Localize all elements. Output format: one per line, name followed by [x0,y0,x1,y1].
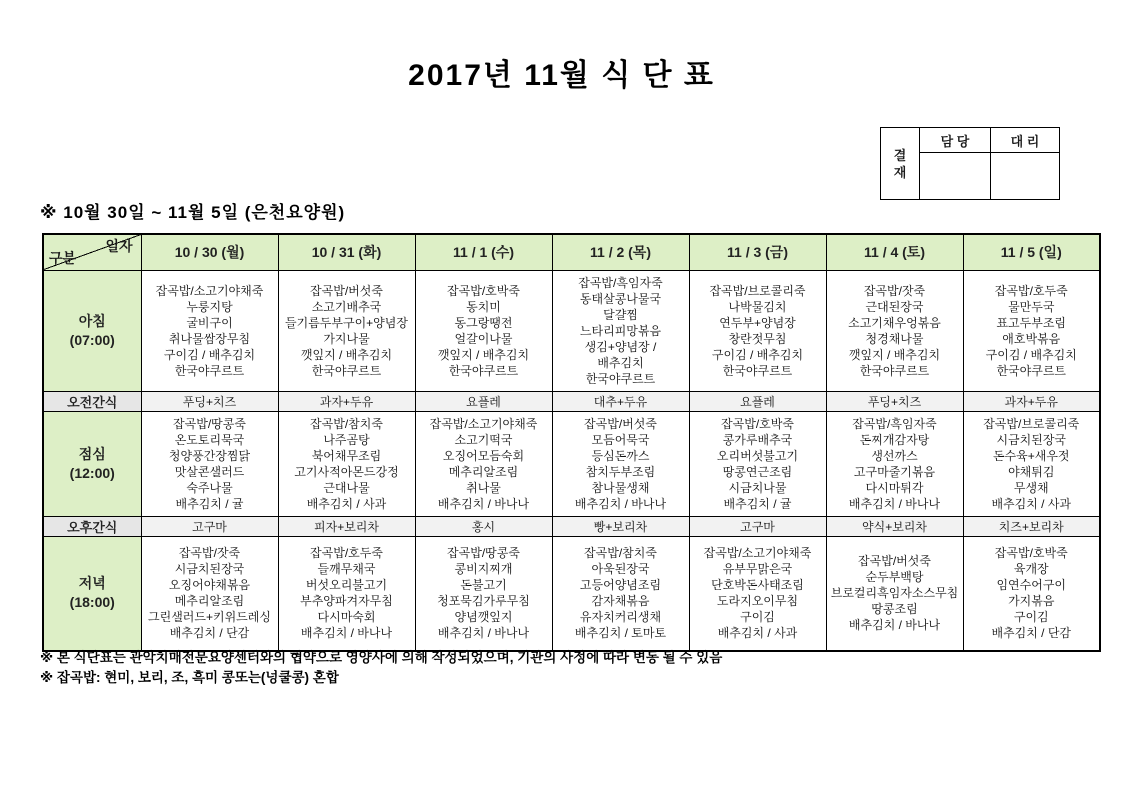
menu-cell [826,270,963,391]
menu-item: 순두부백탕 [865,570,924,585]
menu-item: 동치미 [466,299,501,314]
menu-item: 잡곡밥/버섯죽 [584,416,657,431]
meal-label-text: 아침 [78,312,106,329]
menu-cell [552,411,689,516]
menu-item: 한국야쿠르트 [585,371,656,386]
menu-cell [689,270,826,391]
menu-item: 구이김 / 배추김치 [985,347,1077,362]
snack-cell: 과자+두유 [278,391,415,411]
menu-item: 잡곡밥/흑임자죽 [852,416,937,431]
menu-item: 콩비지찌개 [454,562,513,577]
menu-item: 배추김치 / 바나나 [574,496,667,511]
menu-item: 소고기배추국 [311,299,382,314]
menu-item: 시금치된장국 [996,432,1067,447]
menu-item: 소고기채우엉볶음 [848,315,941,330]
snack-cell: 대추+두유 [552,391,689,411]
day-header-6: 11 / 5 (일) [963,234,1100,270]
menu-item: 맛살콘샐러드 [174,464,245,479]
corner-label-date: 일자 [105,238,133,254]
menu-item: 들깨무채국 [317,562,376,577]
menu-item: 참나물생채 [591,480,650,495]
menu-item: 돈찌개감자탕 [859,432,930,447]
menu-item: 육개장 [1013,562,1049,577]
meal-label-text: 점심 [78,445,106,462]
menu-item: 가지나물 [323,331,370,346]
menu-item: 구이김 [740,610,775,625]
menu-item: 근대나물 [323,480,370,495]
menu-item: 잡곡밥/잣죽 [863,283,926,298]
table-row [43,516,1100,536]
menu-item: 배추김치 / 단감 [169,626,250,641]
menu-item: 한국야쿠르트 [996,363,1067,378]
snack-row-label: 오전간식 [43,391,141,411]
menu-item: 들기름두부구이+양념장 [285,315,408,330]
menu-item: 누룽지탕 [186,299,233,314]
date-range-subtitle: ※ 10월 30일 ~ 11월 5일 (은천요양원) [40,203,346,222]
menu-item: 생김+양념장 / [584,339,657,354]
approval-col-damdang: 담 당 [920,128,991,153]
menu-item: 취나물쌈장무침 [168,331,251,346]
menu-item: 시금치된장국 [174,562,245,577]
menu-item: 오징어모듬숙회 [442,448,525,463]
menu-item: 모듬어묵국 [591,432,650,447]
menu-item: 잡곡밥/호박죽 [447,283,520,298]
menu-cell [552,270,689,391]
menu-item: 땅콩조림 [871,602,918,617]
snack-cell: 과자+두유 [963,391,1100,411]
menu-item: 잡곡밥/호박죽 [721,416,794,431]
menu-item: 감자채볶음 [591,594,650,609]
menu-item: 돈수육+새우젓 [992,448,1070,463]
menu-item: 청양풍간장찜닭 [168,448,251,463]
menu-item: 메추리알조림 [448,464,519,479]
menu-item: 동태살콩나물국 [579,291,662,306]
menu-item: 달걀찜 [603,307,638,322]
menu-cell [278,411,415,516]
menu-item: 다시마숙회 [317,610,376,625]
menu-item: 배추김치 / 귤 [723,496,792,511]
day-header-2: 11 / 1 (수) [415,234,552,270]
menu-item: 나주곰탕 [323,432,370,447]
menu-cell [689,536,826,651]
menu-item: 배추김치 [597,355,644,370]
menu-item: 청포묵김가루무침 [437,594,530,609]
snack-cell: 약식+보리차 [826,516,963,536]
menu-item: 등심돈까스 [591,448,650,463]
menu-item: 유부무맑은국 [722,562,793,577]
menu-item: 잡곡밥/땅콩죽 [447,546,520,561]
menu-item: 잡곡밥/땅콩죽 [173,416,246,431]
menu-item: 야채튀김 [1008,464,1055,479]
menu-item: 잡곡밥/브로콜리죽 [983,416,1080,431]
menu-item: 소고기떡국 [454,432,513,447]
menu-item: 참치두부조림 [585,464,656,479]
menu-cell [278,536,415,651]
menu-item: 동그랑땡전 [454,315,513,330]
menu-item: 임연수어구이 [996,578,1067,593]
menu-item: 잡곡밥/흑임자죽 [578,275,663,290]
footer-notes [40,648,722,688]
table-row [43,391,1100,411]
menu-cell [415,270,552,391]
menu-item: 생선까스 [871,448,918,463]
menu-item: 잡곡밥/버섯죽 [858,554,931,569]
menu-item: 배추김치 / 사과 [717,626,798,641]
menu-cell [963,270,1100,391]
menu-item: 배추김치 / 바나나 [437,626,530,641]
menu-item: 배추김치 / 바나나 [848,618,941,633]
snack-cell: 고구마 [689,516,826,536]
snack-row-label: 오후간식 [43,516,141,536]
menu-item: 다시마튀각 [865,480,924,495]
menu-item: 오징어야채볶음 [168,578,251,593]
menu-item: 잡곡밥/소고기야채죽 [429,416,538,431]
menu-cell [415,411,552,516]
menu-item: 버섯오리불고기 [305,578,388,593]
table-row [43,536,1100,651]
menu-item: 잡곡밥/호두죽 [994,283,1068,298]
menu-item: 잡곡밥/호두죽 [310,546,383,561]
menu-item: 배추김치 / 사과 [306,496,387,511]
menu-item: 고등어양념조림 [579,578,662,593]
menu-cell [826,536,963,651]
menu-item: 시금치나물 [728,480,787,495]
menu-item: 나박물김치 [728,299,787,314]
page-title: 2017년 11월 식 단 표 [408,59,715,92]
menu-item: 한국야쿠르트 [859,363,930,378]
menu-cell [141,411,278,516]
table-row [43,270,1100,391]
menu-item: 구이김 / 배추김치 [163,347,256,362]
menu-cell [689,411,826,516]
menu-item: 그린샐러드+키위드레싱 [148,610,271,625]
menu-cell [141,270,278,391]
menu-item: 표고두부조림 [996,315,1067,330]
menu-item: 아욱된장국 [591,562,650,577]
menu-item: 잡곡밥/참치죽 [584,546,657,561]
menu-item: 잡곡밥/잣죽 [178,546,241,561]
meal-row-label [43,536,141,651]
menu-item: 한국야쿠르트 [174,363,245,378]
table-header-row [43,234,1100,270]
menu-item: 깻잎지 / 배추김치 [437,347,530,362]
menu-item: 잡곡밥/소고기야채죽 [703,546,812,561]
menu-item: 땅콩연근조림 [722,464,793,479]
menu-item: 구이김 / 배추김치 [711,347,804,362]
menu-item: 구이김 [1013,610,1049,625]
approval-stamp-text: 결재 [893,147,907,180]
day-header-4: 11 / 3 (금) [689,234,826,270]
menu-item: 도라지오이무침 [716,594,799,609]
meal-row-label [43,411,141,516]
menu-item: 돈불고기 [460,578,507,593]
snack-cell: 푸딩+치즈 [141,391,278,411]
menu-cell [552,536,689,651]
day-header-0: 10 / 30 (월) [141,234,278,270]
menu-item: 가지볶음 [1008,594,1055,609]
snack-cell: 요플레 [415,391,552,411]
approval-sign-cell-1 [920,153,991,200]
menu-item: 양념깻잎지 [454,610,513,625]
meal-time-text: (18:00) [69,594,115,611]
menu-item: 온도토리묵국 [174,432,245,447]
menu-item: 한국야쿠르트 [448,363,519,378]
menu-item: 한국야쿠르트 [722,363,793,378]
menu-item: 배추김치 / 토마토 [574,626,667,641]
approval-sign-cell-2 [991,153,1060,200]
menu-item: 유자치커리생채 [579,610,662,625]
meal-row-label [43,270,141,391]
snack-cell: 홍시 [415,516,552,536]
menu-cell [141,536,278,651]
menu-item: 숙주나물 [186,480,233,495]
menu-item: 깻잎지 / 배추김치 [300,347,393,362]
menu-cell [963,536,1100,651]
meal-label-text: 저녁 [78,575,106,592]
menu-item: 연두부+양념장 [719,315,796,330]
menu-item: 부추양파겨자무침 [300,594,393,609]
note-line-1: ※ 본 식단표는 관악치매전문요양센터와의 협약으로 영양사에 의해 작성되었으며, 기관의 사정에 따라 변동 될 수 있음 [40,650,723,665]
table-row [43,411,1100,516]
menu-item: 깻잎지 / 배추김치 [848,347,941,362]
menu-item: 배추김치 / 귤 [175,496,244,511]
menu-item: 잡곡밥/버섯죽 [310,283,383,298]
corner-label-category: 구분 [49,249,77,266]
menu-item: 배추김치 / 바나나 [848,496,941,511]
menu-item: 한국야쿠르트 [311,363,382,378]
menu-item: 콩가루배추국 [722,432,793,447]
menu-item: 잡곡밥/참치죽 [310,416,383,431]
menu-item: 배추김치 / 사과 [991,496,1072,511]
menu-item: 물만두국 [1008,299,1055,314]
snack-cell: 치즈+보리차 [963,516,1100,536]
menu-item: 창란젓무침 [728,331,787,346]
menu-item: 잡곡밥/소고기야채죽 [155,283,264,298]
menu-cell [278,270,415,391]
menu-item: 브로컬리흑임자소스무침 [830,586,959,601]
menu-item: 근대된장국 [865,299,924,314]
corner-header-cell [43,234,141,270]
snack-cell: 피자+보리차 [278,516,415,536]
menu-item: 느타리피망볶음 [579,323,662,338]
menu-item: 단호박돈사태조림 [711,578,804,593]
menu-item: 배추김치 / 단감 [991,626,1072,641]
menu-item: 취나물 [466,480,501,495]
snack-cell: 빵+보리차 [552,516,689,536]
menu-cell [826,411,963,516]
day-header-1: 10 / 31 (화) [278,234,415,270]
menu-item: 잡곡밥/호박죽 [994,546,1068,561]
snack-cell: 푸딩+치즈 [826,391,963,411]
menu-cell [415,536,552,651]
approval-stamp-label [881,128,920,200]
snack-cell: 고구마 [141,516,278,536]
menu-item: 무생채 [1013,480,1049,495]
menu-item: 오리버섯불고기 [716,448,799,463]
approval-col-daeri: 대 리 [991,128,1060,153]
day-header-5: 11 / 4 (토) [826,234,963,270]
menu-item: 배추김치 / 바나나 [437,496,530,511]
menu-item: 청경채나물 [865,331,924,346]
approval-box [880,127,1060,200]
meal-plan-table [42,233,1101,652]
day-header-3: 11 / 2 (목) [552,234,689,270]
menu-item: 굴비구이 [186,315,233,330]
menu-item: 메추리알조림 [174,594,245,609]
menu-item: 배추김치 / 바나나 [300,626,393,641]
menu-item: 잡곡밥/브로콜리죽 [709,283,806,298]
menu-item: 고기사적아몬드강정 [294,464,399,479]
menu-item: 애호박볶음 [1002,331,1061,346]
snack-cell: 요플레 [689,391,826,411]
menu-item: 북어채무조림 [311,448,382,463]
note-line-2: ※ 잡곡밥: 현미, 보리, 조, 흑미 콩또는(넝쿨콩) 혼합 [40,670,339,685]
menu-item: 고구마줄기볶음 [853,464,936,479]
menu-cell [963,411,1100,516]
menu-item: 얼갈이나물 [454,331,513,346]
meal-time-text: (07:00) [69,331,115,348]
meal-time-text: (12:00) [69,464,115,481]
